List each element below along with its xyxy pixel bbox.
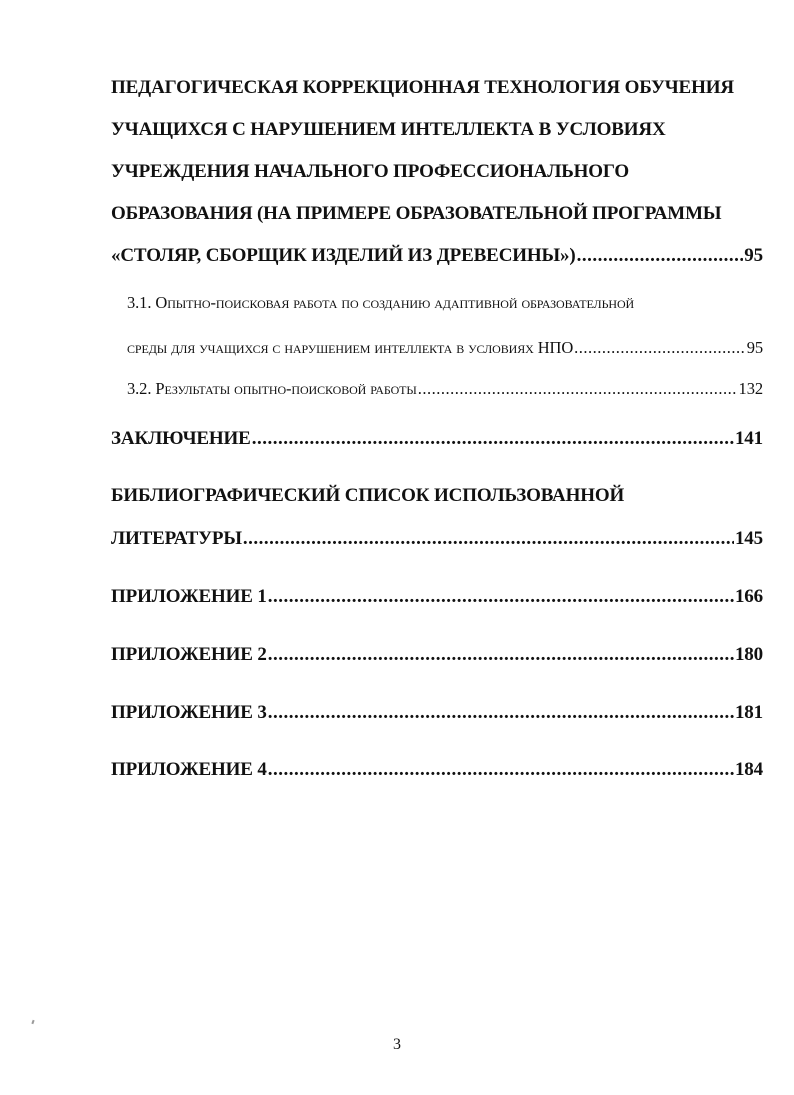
bibliography-line-1: БИБЛИОГРАФИЧЕСКИЙ СПИСОК ИСПОЛЬЗОВАННОЙ [111, 485, 625, 506]
page-ref: 166 [734, 586, 763, 607]
appendix-2-title: ПРИЛОЖЕНИЕ 2 [111, 644, 267, 665]
chapter-3-title-line-3: УЧРЕЖДЕНИЯ НАЧАЛЬНОГО ПРОФЕССИОНАЛЬНОГО [111, 161, 630, 182]
chapter-3-title-line-4: ОБРАЗОВАНИЯ (НА ПРИМЕРЕ ОБРАЗОВАТЕЛЬНОЙ ПРОГРАММЫ [111, 203, 722, 224]
conclusion-title: ЗАКЛЮЧЕНИЕ [111, 428, 251, 449]
page-ref: 95 [744, 245, 763, 266]
section-3-2-line [127, 377, 763, 401]
dot-leader [577, 244, 744, 268]
page-ref: 95 [746, 338, 763, 357]
page-ref: 180 [734, 644, 763, 665]
chapter-3-title-line-1: ПЕДАГОГИЧЕСКАЯ КОРРЕКЦИОННАЯ ТЕХНОЛОГИЯ ОБУЧЕНИЯ [111, 77, 734, 98]
dot-leader [268, 758, 734, 782]
appendix-1-title: ПРИЛОЖЕНИЕ 1 [111, 586, 267, 607]
bibliography-title-last: ЛИТЕРАТУРЫ [111, 528, 242, 549]
appendix-4-title: ПРИЛОЖЕНИЕ 4 [111, 759, 267, 780]
section-3-1-title-last: среды для учащихся с нарушением интеллекта в условиях НПО [127, 338, 574, 357]
appendix-4-line [111, 758, 763, 782]
chapter-3-title-line-2: УЧАЩИХСЯ С НАРУШЕНИЕМ ИНТЕЛЛЕКТА В УСЛОВИЯХ [111, 119, 666, 140]
page-ref: 184 [734, 759, 763, 780]
dot-leader [418, 377, 738, 401]
section-3-1-line-1: 3.1. Опытно-поисковая работа по созданию адаптивной образовательной [127, 293, 635, 312]
page-ref: 141 [734, 428, 763, 449]
section-3-2-title: 3.2. Результаты опытно-поисковой работы [127, 379, 417, 398]
dot-leader [268, 643, 734, 667]
dot-leader [268, 585, 734, 609]
dot-leader [252, 427, 734, 451]
chapter-3-title-last: «СТОЛЯР, СБОРЩИК ИЗДЕЛИЙ ИЗ ДРЕВЕСИНЫ») [111, 245, 576, 266]
appendix-2-line [111, 643, 763, 667]
page-ref: 132 [738, 379, 763, 398]
page-number: 3 [393, 1036, 401, 1053]
dot-leader [268, 701, 734, 725]
bibliography-line-2 [111, 527, 763, 551]
appendix-3-title: ПРИЛОЖЕНИЕ 3 [111, 702, 267, 723]
dot-leader [574, 336, 746, 360]
dot-leader [243, 527, 734, 551]
page-ref: 181 [734, 702, 763, 723]
chapter-3-title-line-5 [111, 244, 763, 268]
page-ref: 145 [734, 528, 763, 549]
conclusion-line [111, 427, 763, 451]
scan-speck [31, 1020, 34, 1024]
section-3-1-line-2 [127, 336, 763, 360]
appendix-1-line [111, 585, 763, 609]
appendix-3-line [111, 701, 763, 725]
